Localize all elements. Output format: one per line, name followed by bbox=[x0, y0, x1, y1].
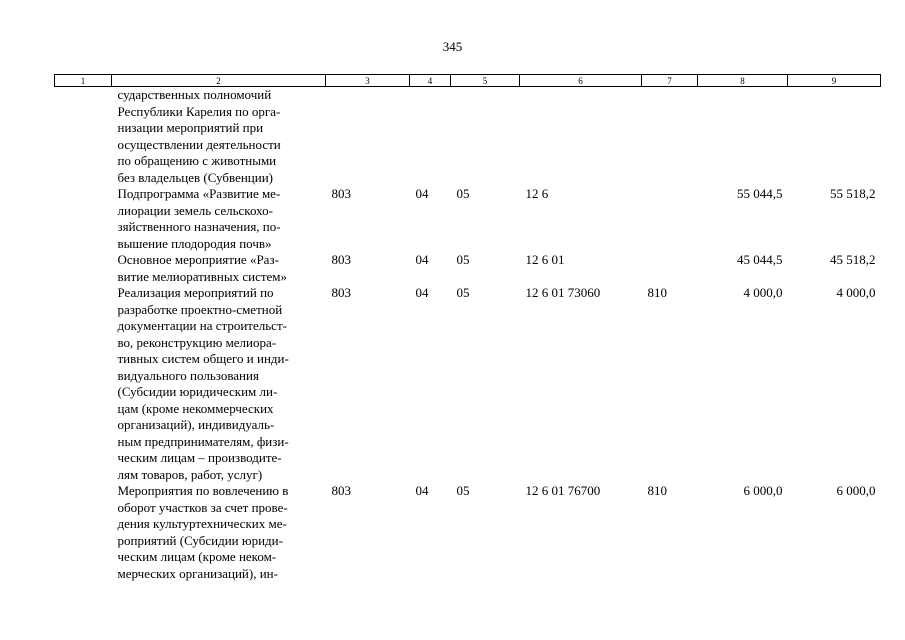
column-header-1: 1 bbox=[55, 75, 112, 87]
column-header-2: 2 bbox=[112, 75, 326, 87]
target-article-code: 12 6 bbox=[525, 186, 549, 201]
column-header-7: 7 bbox=[642, 75, 698, 87]
table-row bbox=[55, 186, 881, 252]
target-article-code: 12 6 01 bbox=[525, 252, 565, 267]
section-code bbox=[410, 87, 451, 187]
target-article-code bbox=[520, 87, 642, 187]
subsection-code: 05 bbox=[456, 186, 470, 201]
row-blank-cell bbox=[55, 285, 112, 483]
table-row bbox=[55, 87, 881, 187]
budget-table bbox=[54, 74, 881, 582]
column-number-row bbox=[55, 75, 881, 87]
amount-col-8: 55 044,5 bbox=[737, 186, 783, 201]
row-blank-cell bbox=[55, 483, 112, 582]
row-name: Подпрограмма «Развитие ме- лиорации земель сельскохо- зяйственного назначения, по- вышение плодородия почв» bbox=[117, 186, 281, 251]
row-blank-cell bbox=[55, 186, 112, 252]
table-row bbox=[55, 285, 881, 483]
row-name: Основное мероприятие «Раз- витие мелиоративных систем» bbox=[117, 252, 288, 284]
column-header-3: 3 bbox=[326, 75, 410, 87]
ministry-code: 803 bbox=[331, 483, 351, 498]
expense-type-code bbox=[642, 252, 698, 285]
section-code: 04 bbox=[415, 252, 429, 267]
column-header-4: 4 bbox=[410, 75, 451, 87]
subsection-code: 05 bbox=[456, 252, 470, 267]
row-blank-cell bbox=[55, 87, 112, 187]
table-row bbox=[55, 252, 881, 285]
section-code: 04 bbox=[415, 285, 429, 300]
page-number: 345 bbox=[442, 39, 463, 54]
amount-col-9: 45 518,2 bbox=[830, 252, 876, 267]
column-header-8: 8 bbox=[698, 75, 788, 87]
row-name: Мероприятия по вовлечению в оборот участков за счет прове- дения культуртехнических ме- роприятий (Субсидии юриди- ческим лицам (кроме неком- мерческих организаций), ин- bbox=[117, 483, 289, 581]
ministry-code: 803 bbox=[331, 186, 351, 201]
subsection-code bbox=[451, 87, 520, 187]
target-article-code: 12 6 01 76700 bbox=[525, 483, 601, 498]
row-blank-cell bbox=[55, 252, 112, 285]
ministry-code: 803 bbox=[331, 285, 351, 300]
expense-type-code bbox=[642, 186, 698, 252]
amount-col-8: 6 000,0 bbox=[743, 483, 783, 498]
expense-type-code: 810 bbox=[647, 285, 667, 300]
amount-col-9 bbox=[788, 87, 881, 187]
ministry-code: 803 bbox=[331, 252, 351, 267]
amount-col-8: 4 000,0 bbox=[743, 285, 783, 300]
expense-type-code: 810 bbox=[647, 483, 667, 498]
target-article-code: 12 6 01 73060 bbox=[525, 285, 601, 300]
column-header-5: 5 bbox=[451, 75, 520, 87]
ministry-code bbox=[326, 87, 410, 187]
row-name: Реализация мероприятий по разработке проектно-сметной документации на строительст- во, реконструкцию мелиора- тивных систем общего и инди- видуального пользования (Субсидии юридическим ли- цам (кроме некоммерческих организаций), индивидуаль- ным предпринимателям, физи- ческим лицам – производите- лям товаров, работ, услуг) bbox=[117, 285, 289, 482]
amount-col-9: 6 000,0 bbox=[836, 483, 876, 498]
amount-col-8: 45 044,5 bbox=[737, 252, 783, 267]
expense-type-code bbox=[642, 87, 698, 187]
table-row bbox=[55, 483, 881, 582]
section-code: 04 bbox=[415, 483, 429, 498]
section-code: 04 bbox=[415, 186, 429, 201]
column-header-9: 9 bbox=[788, 75, 881, 87]
subsection-code: 05 bbox=[456, 483, 470, 498]
subsection-code: 05 bbox=[456, 285, 470, 300]
amount-col-9: 4 000,0 bbox=[836, 285, 876, 300]
amount-col-9: 55 518,2 bbox=[830, 186, 876, 201]
amount-col-8 bbox=[698, 87, 788, 187]
row-name: сударственных полномочий Республики Карелия по орга- низации мероприятий при осуществлении деятельности по обращению с животными без владельцев (Субвенции) bbox=[117, 87, 281, 185]
column-header-6: 6 bbox=[520, 75, 642, 87]
